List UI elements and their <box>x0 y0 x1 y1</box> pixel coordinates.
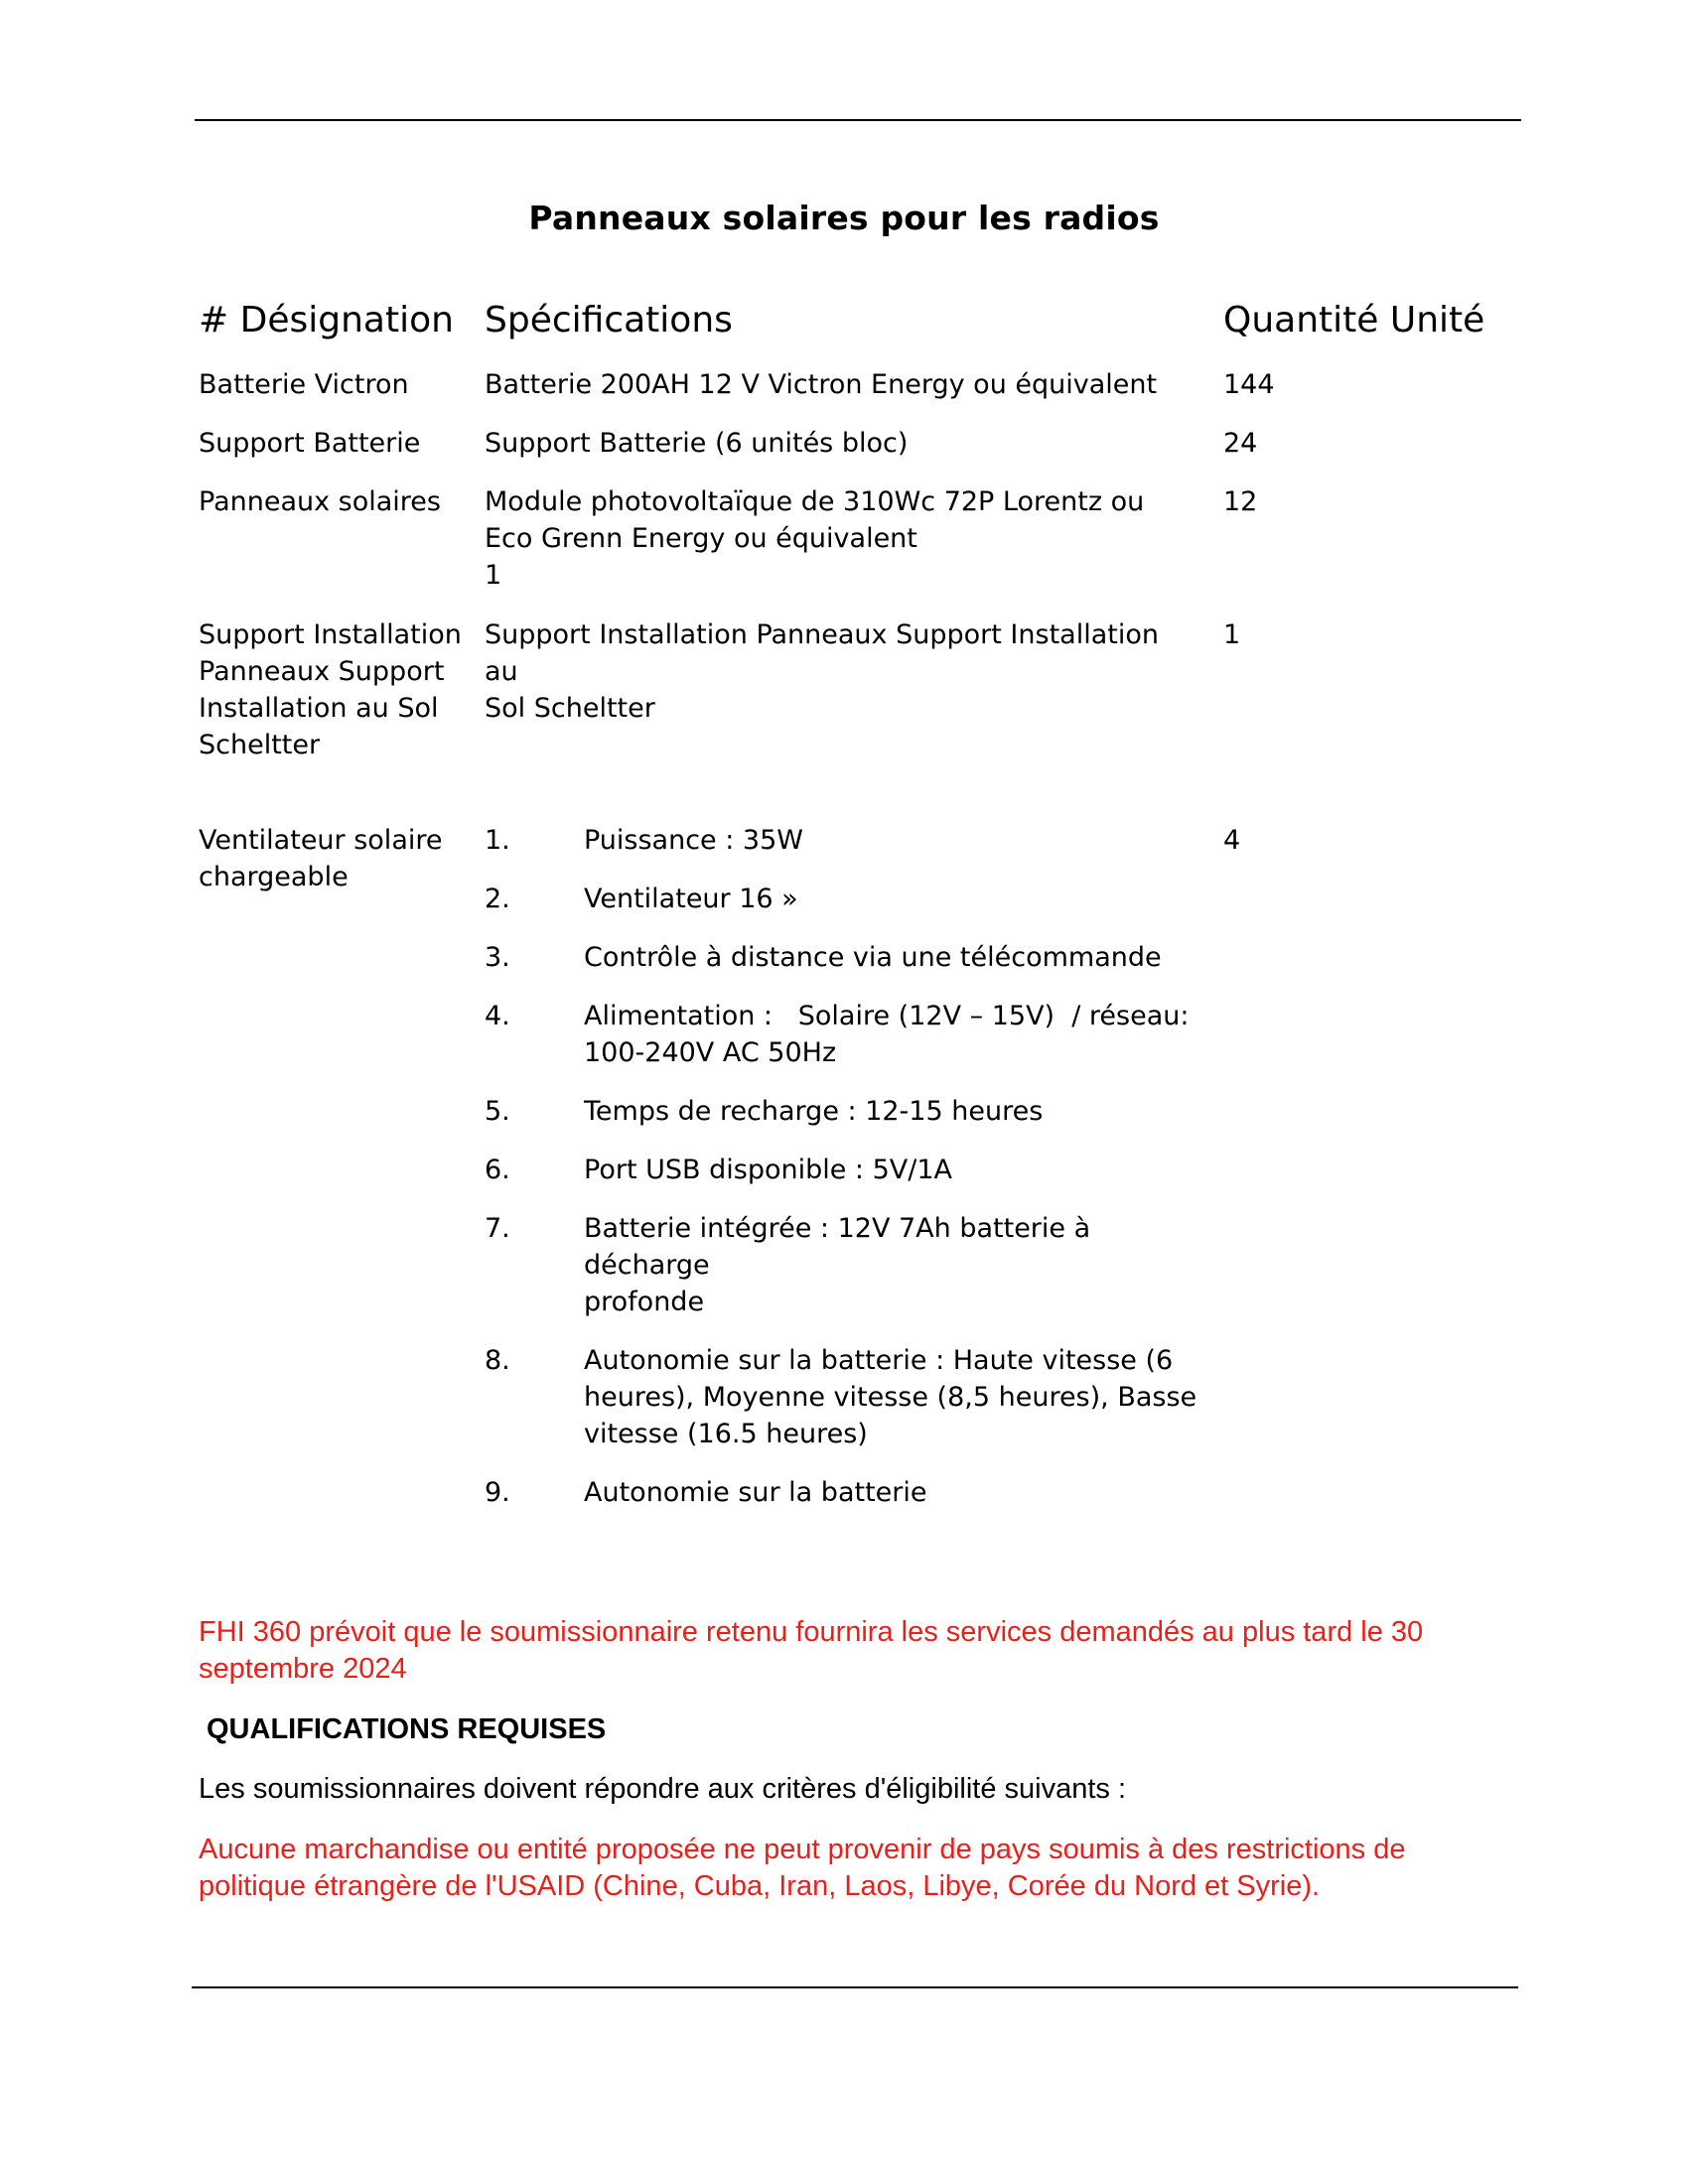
list-item-number: 6. <box>485 1155 510 1185</box>
list-item-number: 1. <box>485 825 510 856</box>
designation-line: Ventilateur solaire <box>199 825 443 856</box>
row-quantity: 144 <box>1223 369 1275 400</box>
list-item-text: Contrôle à distance via une télécommande <box>584 942 1162 973</box>
list-item-line: Alimentation : Solaire (12V – 15V) / réseau: <box>584 1001 1190 1031</box>
list-item <box>485 822 1219 859</box>
designation-line: Installation au Sol <box>199 693 439 724</box>
designation-line: chargeable <box>199 862 349 892</box>
list-item-number: 9. <box>485 1477 510 1508</box>
bottom-divider <box>192 1986 1518 1988</box>
row-specification <box>485 483 1199 594</box>
list-item-number: 8. <box>485 1345 510 1376</box>
list-item <box>485 881 1219 917</box>
spec-line: Module photovoltaïque de 310Wc 72P Lorentz ou <box>485 486 1145 517</box>
spec-line: Support Installation Panneaux Support Installation au <box>485 619 1159 687</box>
designation-line: Support Installation <box>199 619 462 650</box>
list-item-text: Port USB disponible : 5V/1A <box>584 1155 952 1185</box>
row-quantity: 24 <box>1223 428 1258 459</box>
row-specification <box>485 616 1199 727</box>
row-quantity: 1 <box>1223 619 1241 650</box>
list-item <box>485 1093 1219 1130</box>
row-designation: Support Batterie <box>199 428 421 459</box>
list-item-number: 3. <box>485 942 510 973</box>
list-item-line: profonde <box>584 1287 705 1317</box>
list-item-text: Temps de recharge : 12-15 heures <box>584 1096 1044 1127</box>
qualifications-intro: Les soumissionnaires doivent répondre aux critères d'éligibilité suivants : <box>199 1773 1127 1805</box>
list-item-line: Batterie intégrée : 12V 7Ah batterie à décharge <box>584 1213 1091 1281</box>
restriction-note-line: Aucune marchandise ou entité proposée ne peut provenir de pays soumis à des restrictions de <box>199 1834 1406 1865</box>
list-item-text: Ventilateur 16 » <box>584 884 798 914</box>
row-designation: Panneaux solaires <box>199 486 441 517</box>
row-designation <box>199 616 467 763</box>
restriction-note <box>199 1832 1529 1905</box>
spec-line: 1 <box>485 560 502 591</box>
delivery-note-line: septembre 2024 <box>199 1653 407 1685</box>
list-item-line: heures), Moyenne vitesse (8,5 heures), Basse <box>584 1382 1197 1413</box>
list-item-text: Puissance : 35W <box>584 825 803 856</box>
list-item-text: Autonomie sur la batterie <box>584 1477 927 1508</box>
list-item <box>485 1474 1219 1511</box>
list-item-number: 2. <box>485 884 510 914</box>
row-specification: Batterie 200AH 12 V Victron Energy ou équivalent <box>485 369 1158 400</box>
list-item <box>485 1342 1219 1452</box>
designation-line: Panneaux Support <box>199 656 445 687</box>
list-item-number: 4. <box>485 1001 510 1031</box>
top-divider <box>195 119 1521 121</box>
list-item-number: 5. <box>485 1096 510 1127</box>
list-item <box>485 1152 1219 1188</box>
list-item-line: Autonomie sur la batterie : Haute vitesse (6 <box>584 1345 1174 1376</box>
header-specifications: Spécifications <box>485 300 733 341</box>
designation-line: Scheltter <box>199 730 321 760</box>
row-quantity: 12 <box>1223 486 1258 517</box>
spec-line: Eco Grenn Energy ou équivalent <box>485 523 917 554</box>
header-quantity: Quantité Unité <box>1223 300 1485 341</box>
row-designation: Batterie Victron <box>199 369 409 400</box>
row-specification: Support Batterie (6 unités bloc) <box>485 428 909 459</box>
list-item <box>485 1210 1219 1320</box>
page-title: Panneaux solaires pour les radios <box>528 199 1160 237</box>
list-item-number: 7. <box>485 1213 510 1244</box>
restriction-note-line: politique étrangère de l'USAID (Chine, Cuba, Iran, Laos, Libye, Corée du Nord et Syrie). <box>199 1870 1321 1902</box>
specification-list <box>485 822 1219 1533</box>
list-item-line: vitesse (16.5 heures) <box>584 1419 868 1449</box>
header-designation: # Désignation <box>199 300 454 341</box>
list-item <box>485 939 1219 976</box>
row-designation <box>199 822 467 895</box>
row-quantity: 4 <box>1223 825 1241 856</box>
delivery-note-line: FHI 360 prévoit que le soumissionnaire retenu fournira les services demandés au plus tard le 30 <box>199 1616 1424 1648</box>
list-item <box>485 998 1219 1071</box>
delivery-note <box>199 1614 1529 1688</box>
spec-line: Sol Scheltter <box>485 693 655 724</box>
list-item-line: 100-240V AC 50Hz <box>584 1037 837 1068</box>
qualifications-heading: QUALIFICATIONS REQUISES <box>207 1713 607 1745</box>
